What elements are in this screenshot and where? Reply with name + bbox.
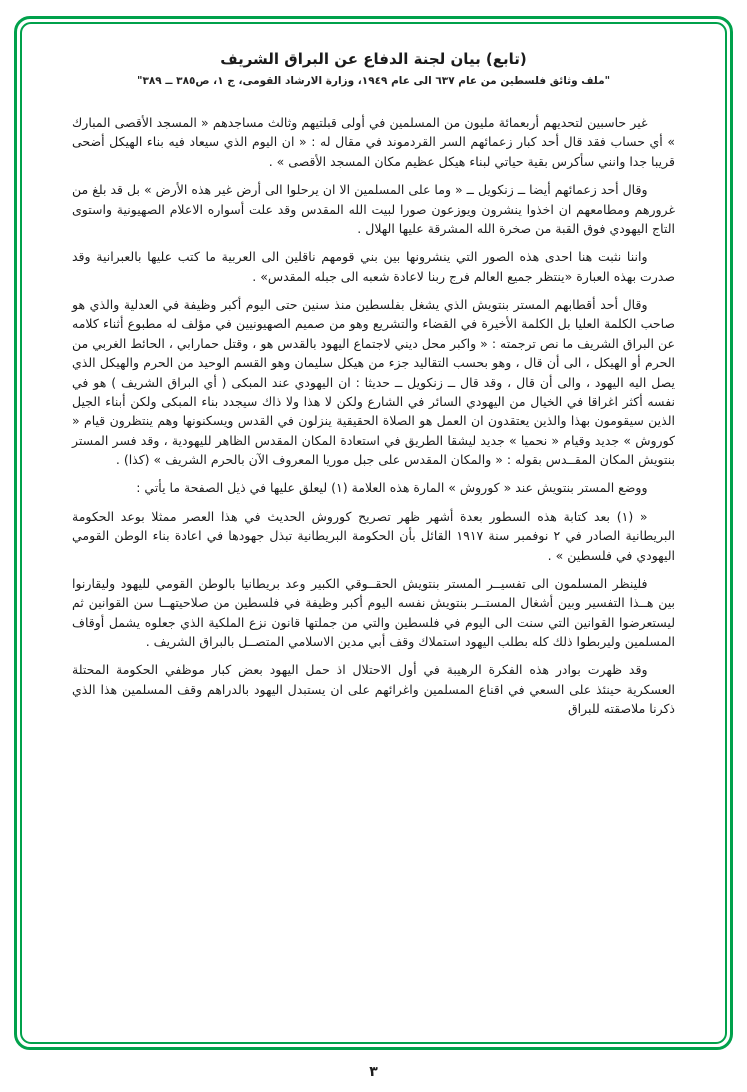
page-number: ٣ (369, 1064, 378, 1080)
paragraph: وقال أحد أقطابهم المستر بنتويش الذي يشغل بفلسطين منذ سنين حتى اليوم أكبر وظيفة في العدلية والذي هو صاحب الكلمة العليا بل الكلمة الأخيرة في القضاء والتشريع وهو من صميم الصهيونيين في مؤلف له مطبوع أثناء كلامه عن البراق الشريف ما نص ترجمته : « واكبر محل ديني لاجتماع اليهود بالقدس هو ، وقتل حمارابي ، الحائط الغربي من الحرم أو الهيكل ، الى أن قال ، وهو بحسب التقاليد جزء من هيكل سليمان وهو القسم الوحيد من الحرم والهيكل الذي يصل اليه اليهود ، والى أن قال ، وقد قال ــ زنكويل ــ حديثا : ان اليهودي عند المبكى ( أي البراق الشريف ) هو في نفسه أكثر اغراقا في الخيال من اليهودي السائر في الشارع ولكن لا هذا ولا ذاك سيجدد بناء المبكى ولكن أبناء الجيل الذين سيقومون بهذا والذين يعتقدون ان العمل هو الصلاة الحقيقية ينزلون في القدس ويسكنونها وهم ينتظرون قيام « كوروش » جديد وقيام « نحميا » جديد ليشقا الطريق في استعادة المكان المقدس الظاهر لليهودية ، وقد فسر المستر بنتويش المكان المقــدس بقوله : « والمكان المقدس على جبل موريا المعروف الآن بالحرم الشريف » (كذا) . (72, 297, 675, 467)
paragraph: غير حاسبين لتحديهم أربعمائة مليون من المسلمين في أولى قبلتيهم وثالث مساجدهم « المسجد الأقصى المبارك » أي حساب فقد قال أحد كبار زعمائهم السر القردموند في مقال له : « ان اليوم الذي سيعاد فيه بناء الهيكل أضحى قريبا جدا وانني سأكرس بقية حياتي لبناء هيكل عظيم مكان المسجد الأقصى » . (72, 115, 675, 169)
page-border-frame (14, 16, 733, 1050)
document-header (72, 50, 675, 87)
page-border-frame-inner (20, 22, 727, 1044)
paragraph: وقال أحد زعمائهم أيضا ــ زنكويل ــ « وما على المسلمين الا ان يرحلوا الى أرض غير هذه الأرض » بل قد بلغ من غرورهم ومطامعهم ان اخذوا ينشرون ويوزعون صورا لبيت الله المقدس وقد علت أسواره الاعلام الصهيونية واستوى التاج اليهودي فوق القبة من صخرة الله المشرقة عليها الهلال . (72, 182, 675, 236)
paragraph: « (١) بعد كتابة هذه السطور بعدة أشهر ظهر تصريح كوروش الحديث في هذا العصر ممثلا بوعد الحكومة البريطانية الصادر في ٢ نوفمبر سنة ١٩١٧ القائل بأن الحكومة البريطانية تبذل جهودها في اعادة بناء الوطن القومي اليهودي في فلسطين » . (72, 508, 675, 563)
page-title: (تابع) بيان لجنة الدفاع عن البراق الشريف (220, 50, 527, 68)
source-citation: "ملف وثائق فلسطين من عام ٦٣٧ الى عام ١٩٤٩، وزارة الارشاد القومى، ج ١، ص٣٨٥ ــ ٣٨٩" (136, 75, 611, 87)
paragraph: فلينظر المسلمون الى تفسيــر المستر بنتويش الحقــوقي الكبير وعد بريطانيا بالوطن القومي لليهود وليقارنوا بين هــذا التفسير وبين أشغال المستــر بنتويش نفسه اليوم أكبر وظيفة في فلسطين من صلاحيتهــا سن القوانين ثم ليستعرضوا القوانين التي سنت الى اليوم في فلسطين والتي من جملتها قانون نزع الملكية الذي جعلوه يشمل أوقاف المسلمين وليربطوا ذلك كله بطلب اليهود استملاك وقف أبي مدين الاسلامي المتصــل بالبراق الشريف . (72, 575, 675, 649)
document-body (72, 113, 675, 719)
paragraph: واننا نثبت هنا احدى هذه الصور التي ينشرونها بين بني قومهم ناقلين الى العربية ما كتب عليها بالعبرانية وقد صدرت بهذه العبارة «ينتظر جميع العالم فرج ربنا لاعادة شعبه الى جبله المقدس» . (72, 249, 675, 284)
paragraph: ووضع المستر بنتويش عند « كوروش » المارة هذه العلامة (١) ليعلق عليها في ذيل الصفحة ما يأتي : (136, 480, 648, 496)
paragraph: وقد ظهرت بوادر هذه الفكرة الرهيبة في أول الاحتلال اذ حمل اليهود بعض كبار موظفي الحكومة المحتلة العسكرية حينئذ على السعي في اقناع المسلمين واغرائهم على ان يستبدل اليهود بالدراهم وقف المسلمين هذا الذي ذكرنا ملاصقته للبراق (72, 662, 675, 717)
